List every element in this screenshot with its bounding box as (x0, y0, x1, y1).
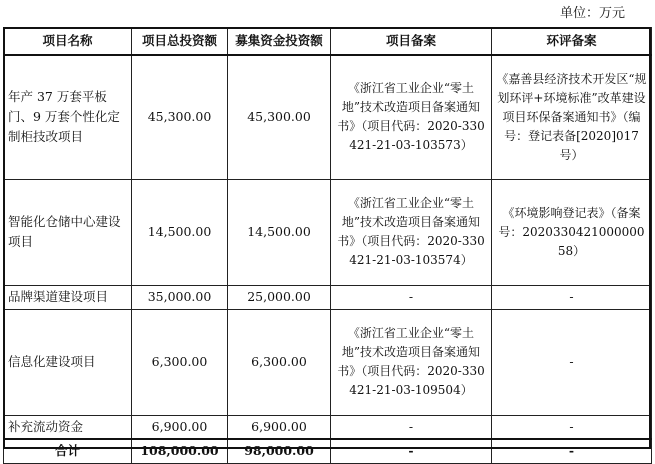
raised-investment: 14,500.00 (228, 179, 331, 285)
header-raised-investment: 募集资金投资额 (228, 28, 331, 56)
total-project-filing: - (331, 439, 492, 463)
env-filing: - (492, 309, 652, 415)
env-filing: 《环境影响登记表》（备案号：202033042100000058） (492, 179, 652, 285)
table-row (4, 285, 652, 309)
header-env-filing: 环评备案 (492, 28, 652, 56)
total-investment: 35,000.00 (132, 285, 228, 309)
total-label: 合计 (4, 439, 132, 463)
project-name: 信息化建设项目 (4, 309, 132, 415)
raised-investment-sum: 98,000.00 (228, 439, 331, 463)
table-row (4, 179, 652, 285)
raised-investment: 6,300.00 (228, 309, 331, 415)
investment-table (3, 27, 652, 464)
header-project-filing: 项目备案 (331, 28, 492, 56)
project-name: 品牌渠道建设项目 (4, 285, 132, 309)
project-name: 智能化仓储中心建设项目 (4, 179, 132, 285)
env-filing: - (492, 285, 652, 309)
table-row (4, 55, 652, 179)
env-filing: 《嘉善县经济技术开发区“规划环评+环境标准”改革建设项目环保备案通知书》（编号：登记表备[2020]017 号） (492, 55, 652, 179)
project-filing: 《浙江省工业企业“零土地”技术改造项目备案通知书》（项目代码：2020-330421-21-03-109504） (331, 309, 492, 415)
project-filing: - (331, 285, 492, 309)
total-investment: 45,300.00 (132, 55, 228, 179)
project-filing: - (331, 415, 492, 439)
raised-investment: 25,000.00 (228, 285, 331, 309)
project-name: 补充流动资金 (4, 415, 132, 439)
total-row (4, 439, 652, 463)
project-filing: 《浙江省工业企业“零土地”技术改造项目备案通知书》（项目代码：2020-330421-21-03-103574） (331, 179, 492, 285)
total-env-filing: - (492, 439, 652, 463)
env-filing: - (492, 415, 652, 439)
project-filing: 《浙江省工业企业“零土地”技术改造项目备案通知书》（项目代码：2020-330421-21-03-103573） (331, 55, 492, 179)
total-investment: 14,500.00 (132, 179, 228, 285)
table-header-row (4, 28, 652, 56)
total-investment: 6,900.00 (132, 415, 228, 439)
header-total-investment: 项目总投资额 (132, 28, 228, 56)
total-investment-sum: 108,000.00 (132, 439, 228, 463)
total-investment: 6,300.00 (132, 309, 228, 415)
table-row (4, 309, 652, 415)
unit-label: 单位：万元 (559, 6, 625, 21)
table-row (4, 415, 652, 439)
raised-investment: 45,300.00 (228, 55, 331, 179)
raised-investment: 6,900.00 (228, 415, 331, 439)
project-name: 年产 37 万套平板门、9 万套个性化定制柜技改项目 (4, 55, 132, 179)
header-project-name: 项目名称 (4, 28, 132, 56)
